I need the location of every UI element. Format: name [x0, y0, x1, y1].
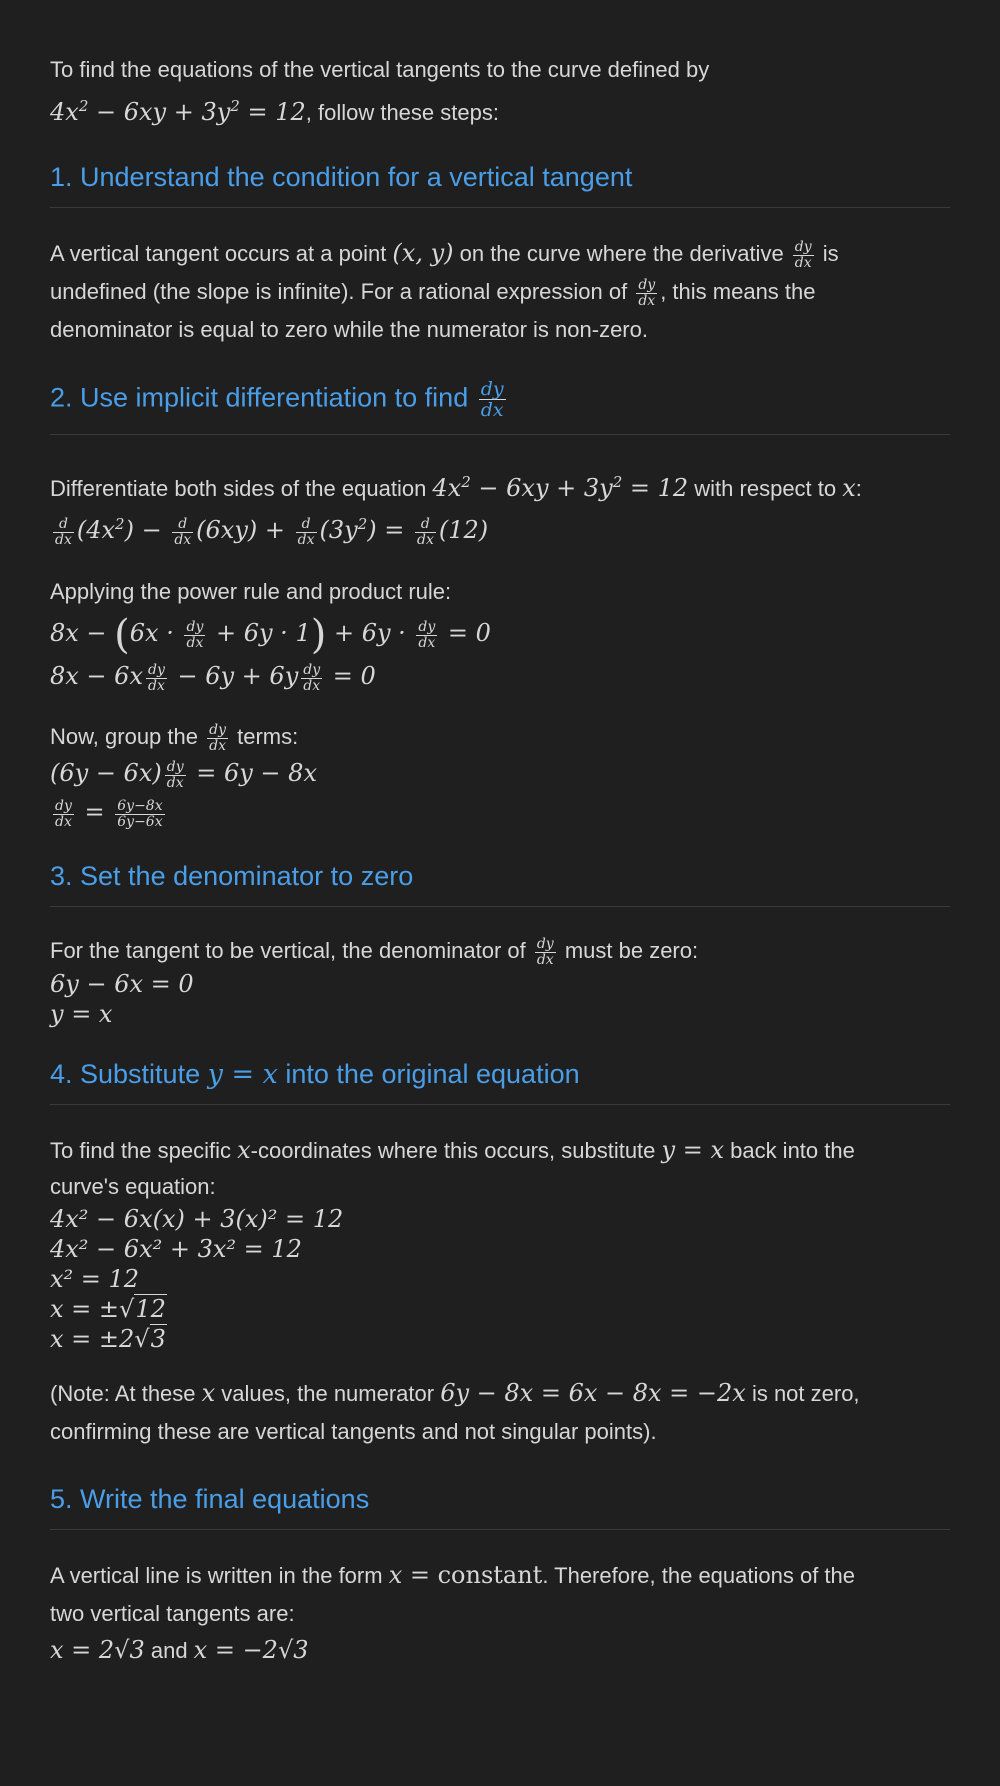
section-1-body — [50, 234, 950, 349]
section-2-line-1: Differentiate both sides of the equation $4x^2 - 6xy + 3y^2 = 12$ with respect to x: — [50, 473, 862, 502]
section-5-line-1: A vertical line is written in the form x = constant. Therefore, the equations of the — [50, 1561, 856, 1589]
product-rule-equation-2: 8x − 6x $\frac{dy}{dx}$ − 6y + 6y $\frac{dy}{dx}$ = 0 — [50, 661, 376, 694]
section-1-line-1: A vertical tangent occurs at a point (x, y) on the curve where the derivative $\frac{dy}{dx}$ is — [50, 238, 839, 271]
y-equals-x: y = x — [50, 1000, 113, 1028]
point-xy: (x, y) — [392, 239, 454, 267]
final-equations: x = 2√3 and x = −2√3 — [50, 1636, 309, 1664]
section-5-line-2: two vertical tangents are: — [50, 1601, 295, 1626]
intro-text-2: , follow these steps: — [305, 100, 499, 125]
section-5-heading: 5. Write the final equations — [50, 1484, 950, 1530]
substitution-step-1: 4x² − 6x(x) + 3(x)² = 12 — [50, 1205, 344, 1233]
intro-text-1: To find the equations of the vertical tangents to the curve defined by — [50, 57, 710, 82]
intro-line-1 — [50, 52, 950, 88]
section-1-line-3: denominator is equal to zero while the numerator is non-zero. — [50, 317, 648, 342]
dy-dx-fraction: $\frac{dy}{dx}$ — [638, 276, 656, 309]
section-4-line-2: curve's equation: — [50, 1174, 216, 1199]
section-3-heading: 3. Set the denominator to zero — [50, 861, 950, 907]
derivative-result: $\frac{dy}{dx}$ = $\frac{6y-8x}{6y-6x}$ — [55, 797, 163, 830]
substitution-step-5: x = ±2√3 — [50, 1325, 166, 1353]
section-3-body — [50, 933, 950, 1029]
section-3-line-1: For the tangent to be vertical, the denominator of $\frac{dy}{dx}$ must be zero: — [50, 935, 699, 968]
solution-positive: x = 2√3 — [50, 1636, 145, 1664]
section-2-line-3: Now, group the $\frac{dy}{dx}$ terms: — [50, 721, 299, 754]
section-1-heading: 1. Understand the condition for a vertical tangent — [50, 162, 950, 208]
substitution-step-3: x² = 12 — [50, 1265, 140, 1293]
section-2-line-2: Applying the power rule and product rule: — [50, 579, 452, 604]
substitution-step-2: 4x² − 6x² + 3x² = 12 — [50, 1235, 302, 1263]
dy-dx-fraction: $\frac{dy}{dx}$ — [794, 238, 812, 271]
section-4-line-1: To find the specific x-coordinates where this occurs, substitute y = x back into the — [50, 1136, 855, 1164]
section-4-body — [50, 1131, 950, 1451]
differentiation-equation: $\frac{d}{dx}$ $(4x^2)$ − $\frac{d}{dx}$ (6xy) + $\frac{d}{dx}$ $(3y^2)$ = $\frac{d}{dx}$ (12) — [55, 515, 489, 548]
solution-negative: x = −2√3 — [193, 1636, 309, 1664]
section-5-body — [50, 1556, 950, 1668]
grouped-equation: (6y − 6x) $\frac{dy}{dx}$ = 6y − 8x — [50, 758, 317, 791]
section-2-heading: 2. Use implicit differentiation to find $\frac{dy}{dx}$ — [50, 379, 950, 435]
section-2-body — [50, 465, 950, 833]
section-4-heading: 4. Substitute y = x into the original equation — [50, 1059, 950, 1105]
intro-line-2 — [50, 88, 950, 131]
section-1-line-2: undefined (the slope is infinite). For a rational expression of $\frac{dy}{dx}$ , this means the — [50, 276, 816, 309]
substitution-step-4: x = ±√12 — [50, 1295, 166, 1323]
product-rule-equation-1: 8x − (6x · $\frac{dy}{dx}$ + 6y · 1) + 6y · $\frac{dy}{dx}$ = 0 — [50, 612, 491, 659]
curve-equation: $4x^2 - 6xy + 3y^2 = 12$ — [432, 473, 689, 502]
dy-dx-fraction: $\frac{dy}{dx}$ — [480, 378, 504, 421]
curve-equation: $4x^2 - 6xy + 3y^2 = 12$ — [50, 97, 306, 126]
denominator-equation: 6y − 6x = 0 — [50, 970, 194, 998]
note-line-1: (Note: At these x values, the numerator 6y − 8x = 6x − 8x = −2x is not zero, — [50, 1379, 860, 1407]
note-line-2: confirming these are vertical tangents and not singular points). — [50, 1419, 657, 1444]
